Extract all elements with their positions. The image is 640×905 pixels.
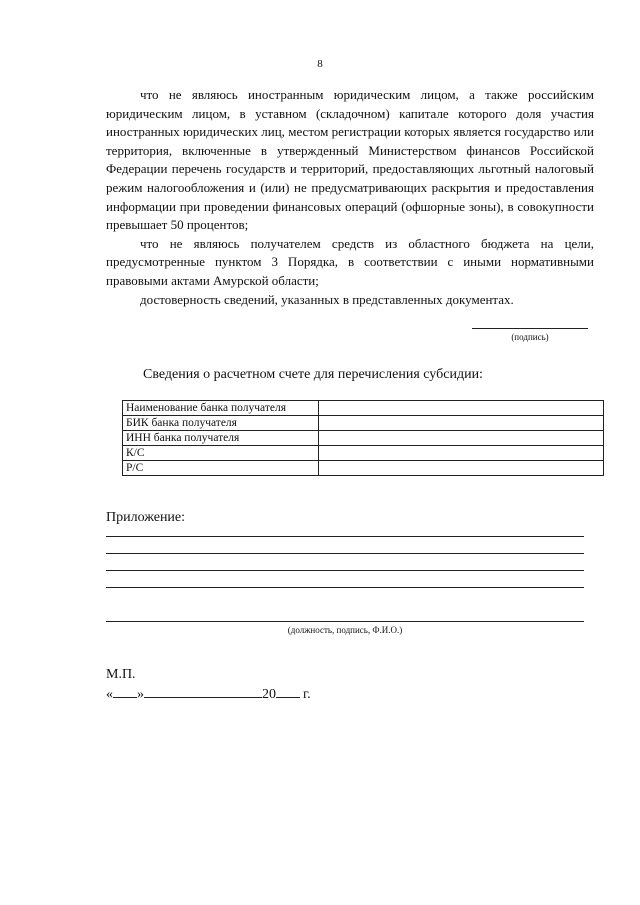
table-row <box>123 431 604 446</box>
paragraph-offshore: что не являюсь иностранным юридическим лицом, а также российским юридическим лицом, в уставном (складочном) капитале которого доля участия иностранных юридических лиц, местом регистрации которых является государство или территория, включенные в утвержденный Министерством финансов Российской Федерации перечень государств и территорий, предоставляющих льготный налоговый режим налогообложения и (или) не предусматривающих раскрытия и предоставления информации при проведении финансовых операций (офшорные зоны), в совокупности превышает 50 процентов; <box>106 87 594 233</box>
account-heading: Сведения о расчетном счете для перечисления субсидии: <box>143 367 483 382</box>
inn-value[interactable] <box>319 431 604 446</box>
table-row <box>123 401 604 416</box>
page-number: 8 <box>317 58 323 70</box>
year-suffix: г. <box>303 687 311 702</box>
position-caption: (должность, подпись, Ф.И.О.) <box>287 625 403 635</box>
ks-label: К/С <box>123 446 319 461</box>
date-close-quote: » <box>137 687 144 702</box>
ks-value[interactable] <box>319 446 604 461</box>
rs-value[interactable] <box>319 461 604 476</box>
date-open-quote: « <box>106 687 113 702</box>
table-row <box>123 446 604 461</box>
bik-value[interactable] <box>319 416 604 431</box>
bank-name-value[interactable] <box>319 401 604 416</box>
bank-details-table <box>122 400 604 476</box>
appendix-line[interactable] <box>106 553 584 554</box>
bik-label: БИК банка получателя <box>123 416 319 431</box>
rs-label: Р/С <box>123 461 319 476</box>
appendix-line[interactable] <box>106 587 584 588</box>
month-blank[interactable] <box>144 684 262 698</box>
day-blank[interactable] <box>113 684 137 698</box>
year-blank[interactable] <box>276 684 300 698</box>
paragraph-budget: что не являюсь получателем средств из областного бюджета на цели, предусмотренные пунктом 3 Порядка, в соответствии с иными нормативными правовыми актами Амурской области; <box>106 235 594 288</box>
stamp-label: М.П. <box>106 667 136 682</box>
date-line <box>106 684 311 703</box>
body-text <box>106 86 594 309</box>
appendix-line[interactable] <box>106 536 584 537</box>
year-prefix: 20 <box>262 687 276 702</box>
appendix-line[interactable] <box>106 570 584 571</box>
bank-name-label: Наименование банка получателя <box>123 401 319 416</box>
table-row <box>123 416 604 431</box>
inn-label: ИНН банка получателя <box>123 431 319 446</box>
table-row <box>123 461 604 476</box>
signature-line[interactable] <box>472 328 588 329</box>
position-signature-line[interactable] <box>106 621 584 622</box>
signature-caption: (подпись) <box>511 332 549 342</box>
paragraph-reliability: достоверность сведений, указанных в представленных документах. <box>140 291 514 307</box>
appendix-label: Приложение: <box>106 510 186 525</box>
